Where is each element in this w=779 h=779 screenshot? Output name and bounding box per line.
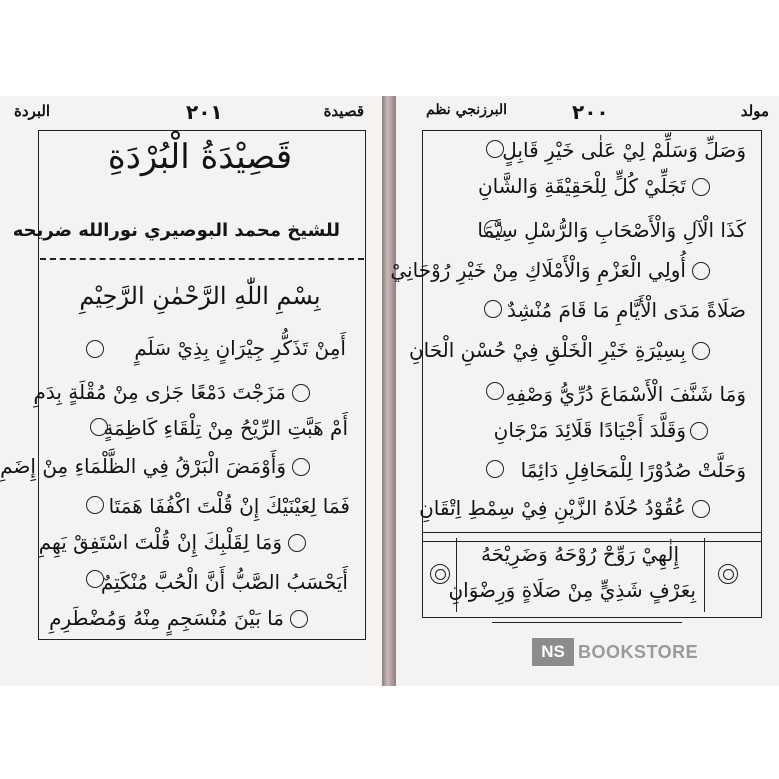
verse-line: وَمَا لِقَلْبِكَ إِنْ قُلْتَ اسْتَفِقْ يَهِمِ — [38, 530, 282, 554]
verse-line: كَذَا الْآلِ وَالْأَصْحَابِ وَالرُّسْلِ سِيَّمَا — [477, 218, 746, 242]
verse-marker-icon — [86, 496, 104, 514]
verse-marker-icon — [292, 458, 310, 476]
verse-line: أُولِي الْعَزْمِ وَالْأَمْلَاكِ مِنْ خَيْرِ رُوْحَانِيْ — [390, 258, 686, 282]
watermark — [532, 635, 712, 669]
footer-rule — [492, 622, 682, 623]
left-page — [0, 96, 384, 686]
verse-line: بِسِيْرَةِ خَيْرِ الْخَلْقِ فِيْ حُسْنِ الْحَانِ — [408, 338, 686, 362]
verse-line: أَمِنْ تَذَكُّرِ جِيْرَانٍ بِذِيْ سَلَمٍ — [134, 336, 346, 360]
verse-marker-icon — [692, 500, 710, 518]
double-circle-marker-icon — [718, 564, 738, 584]
verse-line: فَمَا لِعَيْنَيْكَ إِنْ قُلْتَ اكْفُفَا هَمَتَا — [108, 494, 350, 518]
poem-title: قَصِيْدَةُ الْبُرْدَةِ — [107, 137, 293, 177]
verse-line: وَصَلِّ وَسَلِّمْ لِيْ عَلٰى خَيْرِ قَابِلٍ — [502, 138, 746, 162]
verse-line: أَمْ هَبَّتِ الرِّيْحُ مِنْ تِلْقَاءِ كَاظِمَةٍ — [103, 416, 348, 440]
verse-marker-icon — [288, 534, 306, 552]
verse-marker-icon — [292, 384, 310, 402]
verse-marker-icon — [290, 610, 308, 628]
verse-marker-icon — [692, 178, 710, 196]
verse-line: وَقَلَّدَ أَجْيَادًا قَلَائِدَ مَرْجَانِ — [493, 418, 686, 442]
verse-line: عُقُوْدُ حُلَاهُ الزَّيْنِ فِيْ سِمْطِ اِتْقَانِ — [419, 496, 686, 520]
verse-line: وَحَلَّتْ صُدُوْرًا لِلْمَحَافِلِ دَائِمًا — [520, 458, 746, 482]
verse-marker-icon — [690, 422, 708, 440]
closing-verse-line: إِلٰهِيْ رَوِّحْ رُوْحَهُ وَضَرِيْحَهُ — [480, 542, 680, 566]
running-header-right: قصيدة — [323, 102, 364, 120]
verse-marker-icon — [90, 418, 108, 436]
basmala: بِسْمِ اللّٰهِ الرَّحْمٰنِ الرَّحِيْمِ — [79, 282, 321, 310]
right-page — [390, 96, 779, 686]
verse-line: مَزَجْتَ دَمْعًا جَرٰى مِنْ مُقْلَةٍ بِدَمِ — [33, 380, 286, 404]
verse-marker-icon — [486, 460, 504, 478]
verse-marker-icon — [486, 382, 504, 400]
verse-line: أَيَحْسَبُ الصَّبُّ أَنَّ الْحُبَّ مُنْكَتِمٌ — [100, 570, 348, 594]
closing-box-right-rule — [704, 538, 705, 612]
verse-marker-icon — [484, 300, 502, 318]
verse-line: صَلَاةً مَدَى الْأَيَّامِ مَا قَامَ مُنْشِدٌ — [507, 298, 746, 322]
verse-marker-icon — [484, 220, 502, 238]
watermark-text: BOOKSTORE — [578, 641, 699, 662]
verse-marker-icon — [692, 262, 710, 280]
verse-line: وَمَا شَنَّفَ الْأَسْمَاعَ دُرِّيُّ وَصْفِهِ — [505, 382, 746, 406]
verse-marker-icon — [486, 140, 504, 158]
verse-marker-icon — [692, 342, 710, 360]
verse-line: تَجَلِّيْ كُلٍّ لِلْحَقِيْقَةِ وَالشَّانِ — [477, 174, 686, 198]
closing-verse-line: بِعَرْفٍ شَذِيٍّ مِنْ صَلَاةٍ وَرِضْوَانِ — [448, 578, 696, 602]
verse-marker-icon — [86, 340, 104, 358]
verse-marker-icon — [86, 570, 104, 588]
watermark-badge: NS — [532, 638, 574, 666]
running-header-center: البرزنجي نظم — [426, 102, 508, 118]
double-circle-marker-icon — [430, 564, 450, 584]
verse-line: مَا بَيْنَ مُنْسَجِمٍ مِنْهُ وَمُضْطَرِمِ — [49, 606, 284, 630]
open-book — [0, 96, 779, 686]
page-number-left: ٢٠١ — [186, 100, 223, 124]
running-header-right: مولد — [740, 102, 769, 120]
author-line: للشيخ محمد البوصيري نورالله ضريحه — [12, 220, 340, 241]
page-number-right: ٢٠٠ — [572, 100, 609, 124]
header-divider — [40, 258, 364, 260]
running-header-left: البردة — [14, 102, 51, 120]
verse-line: وَأَوْمَضَ الْبَرْقُ فِي الظَّلْمَاءِ مِنْ إِضَمِ — [0, 454, 286, 478]
